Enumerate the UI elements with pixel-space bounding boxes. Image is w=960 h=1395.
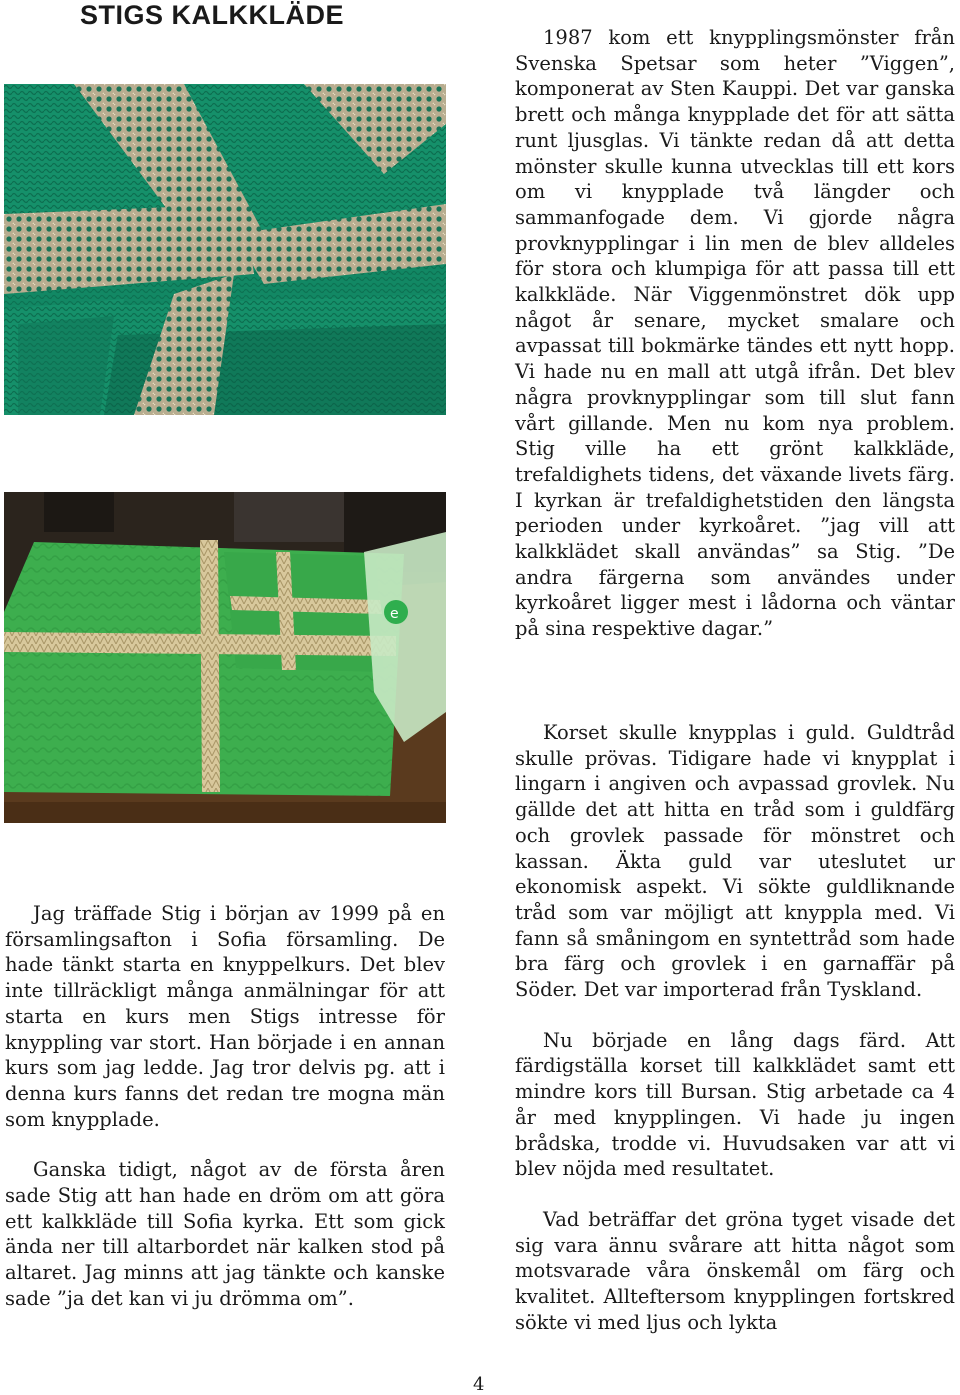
paragraph: 1987 kom ett knypplingsmönster från Svenska Spetsar som heter ”Viggen”, komponerat av Sten Kauppi. Det var ganska brett och många knypplade det för att sätta runt ljusglas. Vi tänkte redan då att detta mönster skulle kunna utvecklas till ett kors om vi knypplade två längder och sammanfogade dem. Vi gjorde några provknypplingar i lin men de blev alldeles för stora och klumpiga för att passa till ett kalkkläde. När Viggenmönstret dök upp något år senare, mycket smalare och avpassat till bokmärke tändes ett nytt hopp. Vi hade nu en mall att utgå ifrån. Det blev några provknypplingar som till slut fann vårt gillande. Men nu kom nya problem. Stig ville ha ett grönt kalkkläde, trefaldighets tidens, det växande livets färg. I kyrkan är trefaldighetstiden den längsta perioden under kyrkoåret. ”jag vill att kalkklädet skall användas” sa Stig. ”De andra färgerna som användes under kyrkoåret ligger mest i lådorna och väntar på sina respektive dagar.”: [515, 26, 955, 641]
left-column: [5, 901, 445, 1312]
paragraph: Vad beträffar det gröna tyget visade det sig vara ännu svårare att hitta något som motsvarade våra önskemål om färg och kvalitet. Allteftersom knypplingen fortskred sökte vi med ljus och lykta: [515, 1207, 955, 1334]
right-column-bottom: [515, 720, 955, 1335]
lace-closeup-illustration: [4, 84, 446, 415]
svg-text:e: e: [390, 606, 399, 622]
altar-cloth-photo: [4, 492, 446, 823]
paragraph: Ganska tidigt, något av de första åren sade Stig att han hade en dröm om att göra ett kalkkläde till Sofia kyrka. Ett som gick ända ner till altarbordet när kalken stod på altaret. Jag minns att jag tänkte och kanske sade ”ja det kan vi ju drömma om”.: [5, 1158, 445, 1310]
paragraph: Korset skulle knypplas i guld. Guldtråd skulle prövas. Tidigare hade vi knypplat i lingarn i angiven och avpassad grovlek. Nu gällde det att hitta en tråd som i guldfärg och grovlek passade för mönstret och kassan. Äkta guld var uteslutet ur ekonomisk aspekt. Vi sökte guldliknande tråd som var möjligt att knyppla med. Vi fann så småningom en syntettråd som hade bra färg och grovlek i en garnaffär på Söder. Det var importerad från Tyskland.: [515, 721, 955, 1002]
page-title: STIGS KALKKLÄDE: [80, 0, 344, 30]
altar-cloth-illustration: [4, 492, 446, 823]
paragraph: Nu började en lång dags färd. Att färdigställa korset till kalkklädet samt ett mindre kors till Bursan. Stig arbetade ca 4 år med knypplingen. Vi hade ju ingen brådska, trodde vi. Huvudsaken var att vi blev nöjda med resultatet.: [515, 1028, 955, 1181]
paragraph: Jag träffade Stig i början av 1999 på en församlingsafton i Sofia församling. De hade tänkt starta en knyppelkurs. Det blev inte tillräckligt många anmälningar för att starta en kurs men Stigs intresse för knyppling var stort. Han började i en annan kurs som jag ledde. Jag tror delvis pg. att i denna kurs fanns det redan tre mogna män som knypplade.: [5, 902, 445, 1131]
page-number: 4: [473, 1374, 485, 1395]
lace-closeup-photo: [4, 84, 446, 415]
right-column-top: [515, 25, 955, 642]
